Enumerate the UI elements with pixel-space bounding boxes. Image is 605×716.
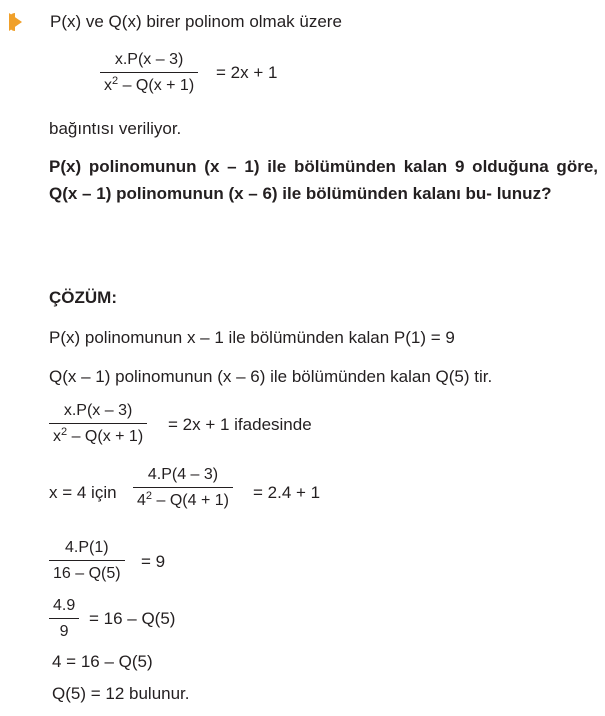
- equation-4-denominator: 16 – Q(5): [53, 565, 121, 582]
- equation-2-denominator: $x^2 - Q(x + 1)$: [53, 426, 144, 445]
- equation-5-denominator: 9: [59, 623, 69, 640]
- equation-4-rhs: = 9: [141, 552, 166, 571]
- equation-3-fraction: [133, 465, 233, 511]
- fraction-bar: [49, 423, 147, 424]
- equation-4-numerator: 4.P(1): [65, 539, 109, 556]
- equation-3-denominator: $4^2 - Q(4 + 1)$: [137, 490, 229, 509]
- equation-1-numerator: x.P(x – 3): [114, 51, 184, 68]
- equation-5-fraction: [49, 596, 79, 642]
- equation-2-rhs: = 2x + 1 ifadesinde: [168, 415, 312, 434]
- equation-1-fraction: [100, 50, 198, 96]
- equation-5-rhs: = 16 – Q(5): [89, 609, 176, 628]
- equation-2-numerator: x.P(x – 3): [63, 402, 133, 419]
- solution-line-6: 4 = 16 – Q(5): [52, 652, 153, 671]
- equation-4-fraction: [49, 538, 125, 584]
- equation-1-rhs: = 2x + 1: [216, 63, 278, 82]
- solution-line-7: Q(5) = 12 bulunur.: [52, 684, 190, 703]
- fraction-bar: [49, 560, 125, 561]
- solution-line-2: Q(x – 1) polinomunun (x – 6) ile bölümünden kalan Q(5) tir.: [49, 367, 493, 386]
- fraction-bar: [133, 487, 233, 488]
- fraction-bar: [100, 72, 198, 73]
- relation-text: bağıntısı veriliyor.: [49, 119, 182, 138]
- equation-3-numerator: 4.P(4 – 3): [147, 466, 219, 483]
- fraction-bar: [49, 618, 79, 619]
- equation-2-fraction: [49, 401, 147, 447]
- orange-bullet-icon: [9, 13, 22, 31]
- equation-3-rhs: = 2.4 + 1: [253, 483, 321, 502]
- problem-intro: P(x) ve Q(x) birer polinom olmak üzere: [50, 12, 342, 31]
- equation-1-denominator: $x^2 - Q(x + 1)$: [104, 75, 195, 94]
- solution-heading: ÇÖZÜM:: [49, 288, 117, 307]
- question-text: P(x) polinomunun (x – 1) ile bölümünden kalan 9 olduğuna göre, Q(x – 1) polinomunun (x – 6) ile bölümünden kalanı bu- lunuz?: [49, 157, 598, 203]
- equation-5-numerator: 4.9: [53, 597, 76, 614]
- solution-line-1: P(x) polinomunun x – 1 ile bölümünden kalan P(1) = 9: [49, 328, 455, 347]
- equation-3-prefix: x = 4 için: [49, 483, 117, 502]
